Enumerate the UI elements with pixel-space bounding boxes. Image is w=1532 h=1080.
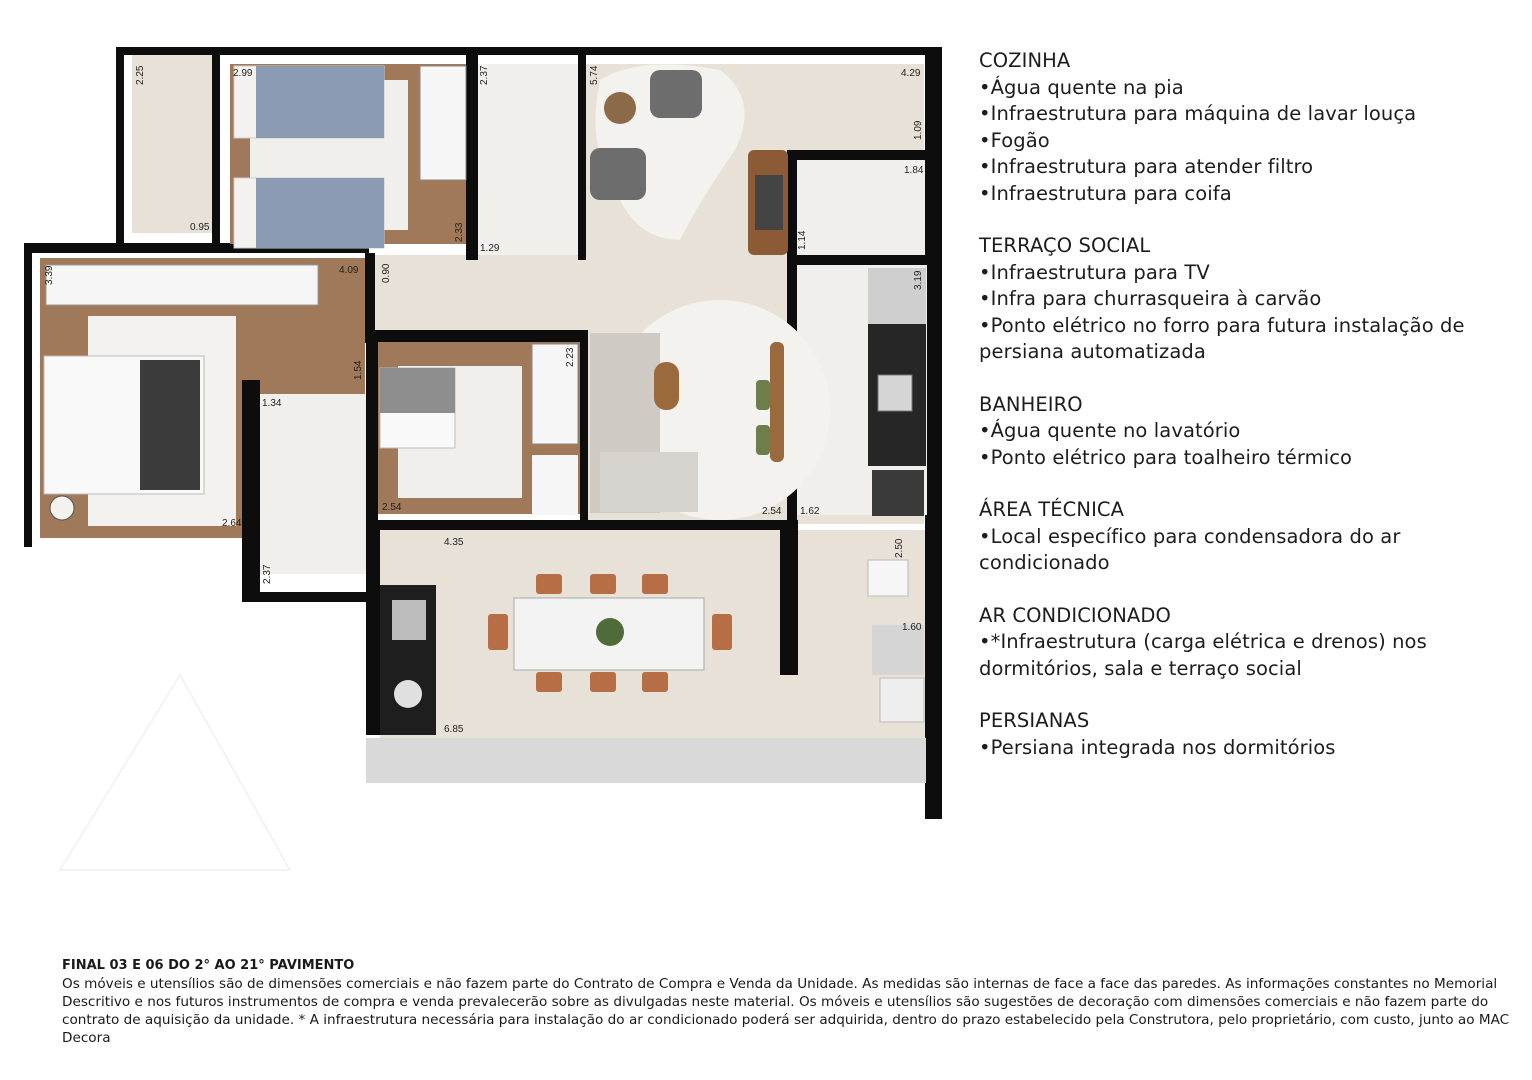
dimension-label: 2.64 [222,518,242,529]
legend-item: • Fogão [979,128,1519,155]
dimension-label: 5.74 [589,65,600,85]
dimension-label: 2.37 [479,65,490,85]
dimension-label: 1.62 [800,506,820,517]
dimension-label: 2.99 [233,68,253,79]
legend-heading: COZINHA [979,49,1071,72]
legend-item: • Infraestrutura para atender filtro [979,154,1519,181]
dimension-label: 1.84 [904,165,924,176]
dimension-label: 4.09 [339,265,359,276]
dimension-label: 2.23 [565,347,576,367]
dimension-label: 0.90 [381,263,392,283]
legend-section-banheiro [979,392,1519,472]
dimension-label: 2.50 [894,538,905,558]
features-legend [979,48,1519,787]
disclaimer-footer [62,957,1522,1047]
legend-section-persianas [979,708,1519,761]
legend-section-ar-condicionado [979,603,1519,683]
legend-heading: TERRAÇO SOCIAL [979,234,1151,257]
dimension-label: 3.39 [44,265,55,285]
dimension-label: 2.37 [262,564,273,584]
dimension-label: 1.54 [353,360,364,380]
dimension-label: 3.19 [913,270,924,290]
disclaimer-text: Os móveis e utensílios são de dimensões comerciais e não fazem parte do Contrato de Compra e Venda da Unidade. As medidas são internas de face a face das paredes. As informações constantes no Memorial Descritivo e nos futuros instrumentos de compra e venda prevalecerão sobre as divulgadas neste material. Os móveis e utensílios são sugestões de decoração com dimensões comerciais e não fazem parte do contrato de aquisição da unidade. * A infraestrutura necessária para instalação do ar condicionado poderá ser adquirida, dentro do prazo estabelecido pela Construtora, pelo proprietário, com custo, junto ao MAC Decora [62,976,1510,1046]
legend-item: • Local específico para condensadora do ar condicionado [979,524,1519,577]
legend-item: • Água quente no lavatório [979,418,1519,445]
legend-item: • Infra para churrasqueira à carvão [979,286,1519,313]
legend-section-area-tecnica [979,497,1519,577]
unit-floor-title: FINAL 03 E 06 DO 2° AO 21° PAVIMENTO [62,958,355,973]
legend-item: • Infraestrutura para máquina de lavar louça [979,101,1519,128]
dimension-label: 2.33 [454,222,465,242]
legend-section-cozinha [979,48,1519,207]
dimension-label: 1.60 [902,622,922,633]
legend-heading: BANHEIRO [979,392,1083,416]
kitchen [868,268,926,516]
dimension-label: 4.35 [444,537,464,548]
legend-item: • *Infraestrutura (carga elétrica e drenos) nos dormitórios, sala e terraço social [979,629,1519,682]
legend-heading: AR CONDICIONADO [979,603,1171,627]
dimension-label: 2.25 [135,65,146,85]
legend-item: • Persiana integrada nos dormitórios [979,735,1519,762]
legend-item: • Água quente na pia [979,75,1519,102]
legend-item: • Infraestrutura para TV [979,260,1519,287]
legend-heading: PERSIANAS [979,709,1090,732]
legend-item: • Ponto elétrico para toalheiro térmico [979,445,1519,472]
bbq [380,585,436,735]
legend-section-terraco-social [979,233,1519,366]
legend-item: • Ponto elétrico no forro para futura instalação de persiana automatizada [979,313,1519,366]
dimension-label: 1.14 [797,230,808,250]
dimension-label: 1.09 [913,120,924,140]
dimension-label: 1.29 [480,243,500,254]
dimension-label: 2.54 [382,502,402,513]
dimension-label: 2.54 [762,506,782,517]
dimension-label: 0.95 [190,222,210,233]
dimension-label: 4.29 [901,68,921,79]
legend-item: • Infraestrutura para coifa [979,181,1519,208]
dimension-label: 1.34 [262,398,282,409]
watermark-logo [60,675,290,870]
dimension-label: 6.85 [444,724,464,735]
legend-heading: ÁREA TÉCNICA [979,498,1125,521]
